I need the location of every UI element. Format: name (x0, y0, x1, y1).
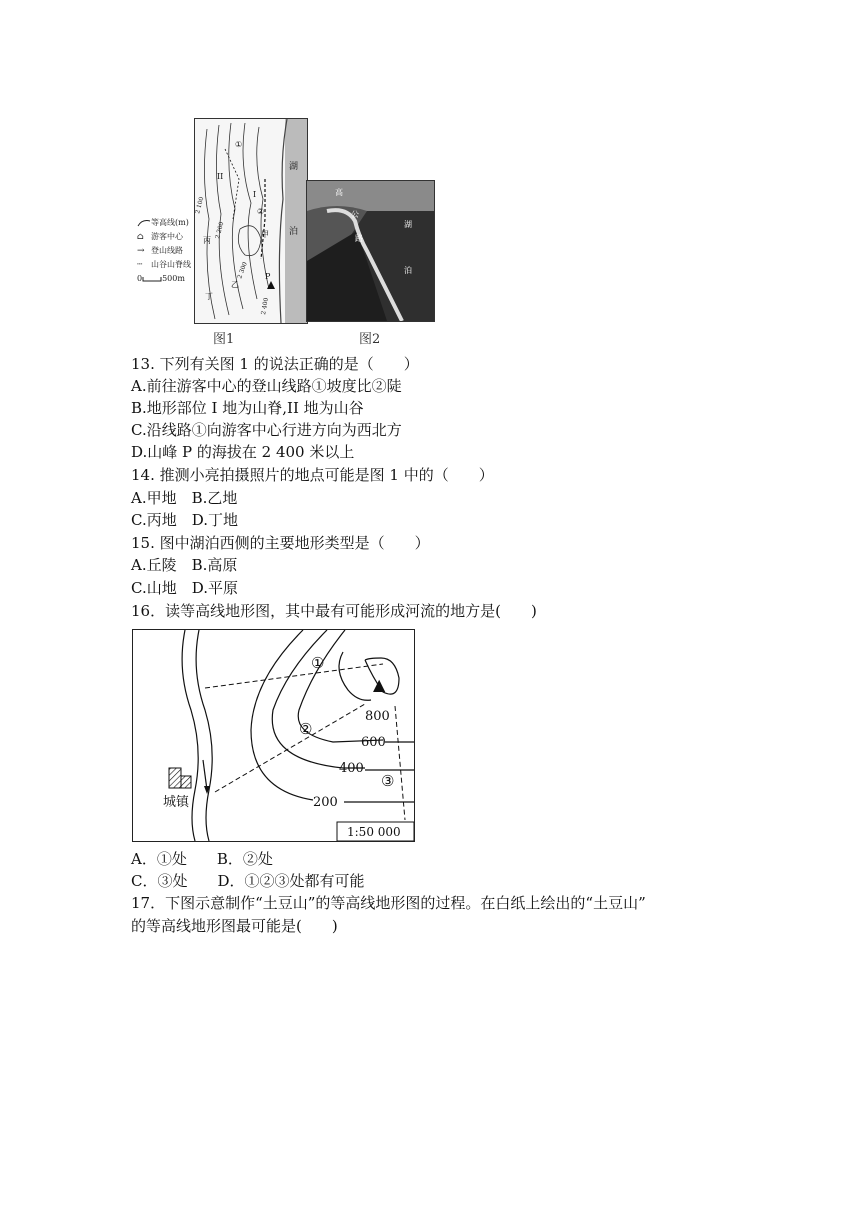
fig2-road-label-1: 公 (351, 210, 359, 219)
figure-group-top (137, 116, 437, 348)
legend-visitor-center: ⌂ 游客中心 (137, 232, 183, 242)
fig1-contour-label-2: 2 200 (214, 221, 226, 240)
legend-valley-ridge: ┄ 山谷山脊线 (137, 260, 191, 270)
fig1-place-bing: 丙 (203, 236, 211, 245)
map-legend (137, 216, 197, 286)
summit-triangle-icon: ▲ (373, 675, 386, 694)
fig1-contour-label-4: 2 400 (260, 297, 270, 316)
fig1-label-II: II (217, 172, 224, 181)
contour-map-drawing (133, 630, 414, 841)
fig1-contour-label-1: 2 100 (195, 196, 206, 215)
question-14-stem: 14. 推测小亮拍摄照片的地点可能是图 1 中的（ ） (131, 466, 494, 484)
figure-2-caption: 图2 (359, 332, 381, 347)
question-15-options-ab: A.丘陵 B.高原 (131, 556, 238, 574)
dashed-line-icon: ┄ (137, 260, 143, 270)
fig1-route-2-label: ② (257, 207, 265, 216)
contour-label-800: 800 (365, 709, 390, 724)
question-17-stem-line-2: 的等高线地形图最可能是( ) (131, 917, 338, 935)
fig1-route-1-label: ① (235, 140, 243, 149)
question-15-options-cd: C.山地 D.平原 (131, 579, 238, 597)
fig1-place-ding: 丁 (205, 292, 213, 301)
legend-route: → 登山线路 (137, 246, 183, 256)
fig1-place-yi: 乙 (231, 280, 239, 289)
contour-label-200: 200 (313, 795, 338, 810)
question-13-option-d: D.山峰 P 的海拔在 2 400 米以上 (131, 443, 355, 461)
fig1-lake-label-2: 泊 (289, 227, 299, 237)
marker-2: ② (299, 720, 313, 738)
question-13-option-c: C.沿线路①向游客中心行进方向为西北方 (131, 421, 402, 439)
question-16-options-cd: C．③处 D．①②③处都有可能 (131, 872, 365, 890)
fig1-place-jia: 甲 (261, 230, 269, 239)
question-13-option-a: A.前往游客中心的登山线路①坡度比②陡 (131, 377, 402, 395)
marker-1: ① (311, 654, 325, 672)
map-scale-label: 1:50 000 (347, 825, 401, 839)
fig1-label-I: I (253, 190, 257, 199)
question-14-options-ab: A.甲地 B.乙地 (131, 489, 238, 507)
legend-contour: 等高线(m) (137, 216, 197, 230)
legend-scale: 0 500m (137, 274, 185, 283)
visitor-center-icon: ⌂ (137, 232, 144, 242)
fig1-contour-label-3: 2 300 (236, 261, 249, 280)
town-label: 城镇 (163, 795, 190, 810)
figure-1-map (194, 118, 308, 324)
figure-2-photo (306, 180, 435, 322)
question-16-options-ab: A．①处 B．②处 (131, 850, 273, 868)
fig1-lake-label-1: 湖 (289, 162, 299, 172)
question-13-stem: 13. 下列有关图 1 的说法正确的是（ ） (131, 355, 419, 373)
fig2-label-top: 高 (335, 188, 343, 197)
scale-bar-icon (142, 275, 162, 283)
figure-2-scene (307, 181, 434, 321)
route-arrow-icon: → (137, 246, 145, 256)
contour-label-600: 600 (361, 735, 386, 750)
figure-1-caption: 图1 (213, 332, 235, 347)
question-17-stem-line-1: 17．下图示意制作“土豆山”的等高线地形图的过程。在白纸上绘出的“土豆山” (131, 894, 646, 912)
question-14-options-cd: C.丙地 D.丁地 (131, 511, 238, 529)
contour-label-400: 400 (339, 761, 364, 776)
town-icon (169, 768, 181, 788)
fig2-lake-label-2: 泊 (404, 266, 412, 275)
question-15-stem: 15. 图中湖泊西侧的主要地形类型是（ ） (131, 534, 430, 552)
marker-3: ③ (381, 772, 395, 790)
question-16-contour-map (132, 629, 415, 842)
question-13-option-b: B.地形部位 I 地为山脊,II 地为山谷 (131, 399, 364, 417)
question-16-stem: 16．读等高线地形图，其中最有可能形成河流的地方是( ) (131, 602, 537, 620)
fig2-lake-label-1: 湖 (404, 220, 412, 229)
fig1-peak-label: P (265, 272, 271, 281)
contour-line-icon (137, 218, 151, 228)
fig2-road-label-2: 路 (355, 234, 363, 243)
figure-1-contours (195, 119, 307, 323)
